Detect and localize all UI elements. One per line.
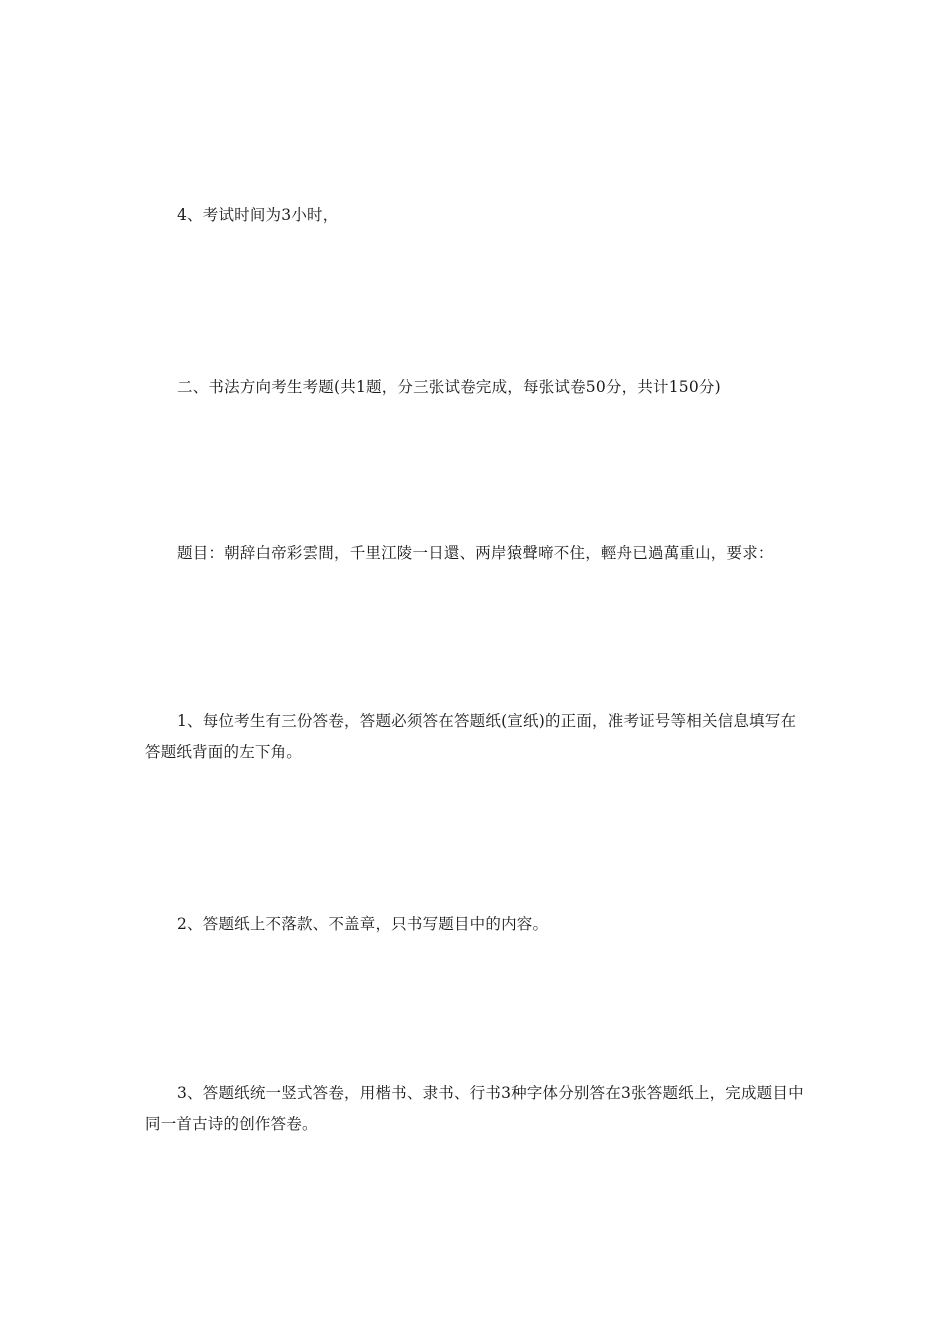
exam-duration-note: 4、考试时间为3小时， bbox=[177, 206, 339, 224]
calligraphy-section-heading: 二、书法方向考生考题(共1题，分三张试卷完成，每张试卷50分，共计150分) bbox=[177, 378, 721, 396]
requirement-item-1: 1、每位考生有三份答卷，答题必须答在答题纸(宣纸)的正面，准考证号等相关信息填写在答题纸背面的左下角。 bbox=[145, 712, 797, 761]
exam-question-poem: 题目：朝辞白帝彩雲間，千里江陵一日還、两岸猿聲啼不住，輕舟已過萬重山，要求： bbox=[177, 544, 774, 562]
requirement-item-2: 2、答题纸上不落款、不盖章，只书写题目中的内容。 bbox=[177, 915, 549, 933]
requirement-item-3: 3、答题纸统一竖式答卷，用楷书、隶书、行书3种字体分别答在3张答题纸上，完成题目中同一首古诗的创作答卷。 bbox=[145, 1084, 804, 1133]
